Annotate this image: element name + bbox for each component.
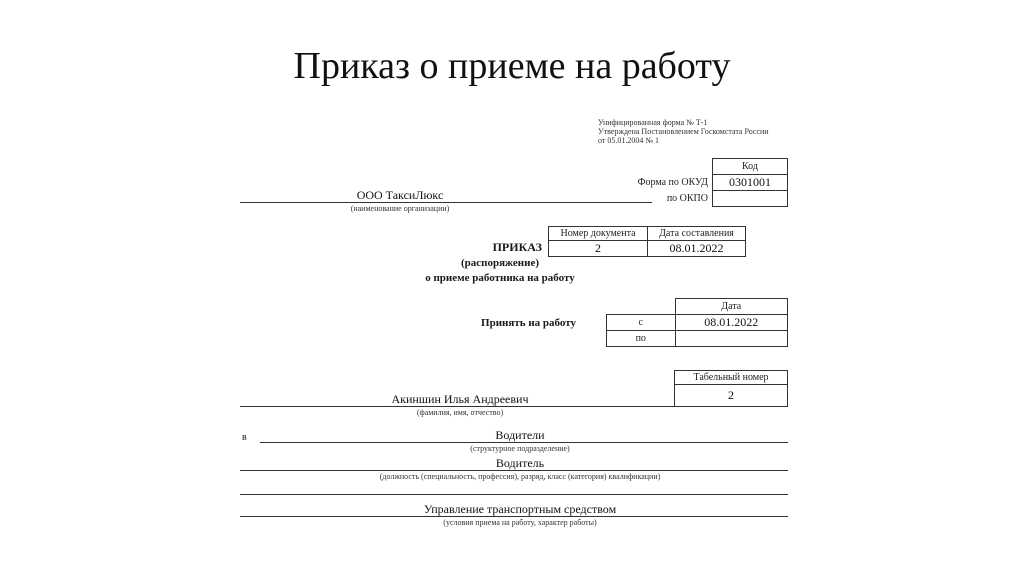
department-caption: (структурное подразделение) (470, 444, 570, 453)
form-header (598, 118, 798, 145)
conditions-caption: (условия приема на работу, характер работы) (443, 518, 597, 527)
organization-line (240, 202, 652, 203)
tab-number: 2 (675, 385, 788, 407)
doc-date-header: Дата составления (648, 227, 746, 241)
doc-number-header: Номер документа (549, 227, 648, 241)
slide-title: Приказ о приеме на работу (293, 45, 731, 87)
conditions-line (240, 516, 788, 517)
accept-label: Принять на работу (481, 317, 576, 329)
okpo-label: по ОКПО (666, 193, 708, 204)
form-header-line: Утверждена Постановлением Госкомстата России (598, 127, 769, 136)
position: Водитель (495, 456, 545, 470)
from-label: с (607, 315, 676, 331)
department-line (260, 442, 788, 443)
organization-caption: (наименование организации) (350, 204, 450, 213)
order-purpose: о приеме работника на работу (425, 272, 575, 284)
blank-line (240, 494, 788, 495)
order-subtitle: (распоряжение) (460, 257, 539, 269)
department: Водители (495, 428, 545, 442)
order-number: 2 (549, 241, 648, 257)
in-label: в (242, 432, 247, 443)
form-header-line: от 05.01.2004 № 1 (598, 136, 660, 145)
code-header: Код (713, 159, 788, 175)
code-table (712, 158, 788, 207)
okpo-code (713, 191, 788, 207)
order-number-table (548, 226, 746, 257)
form-header-line: Унифицированная форма № Т-1 (598, 118, 708, 127)
okud-code: 0301001 (713, 175, 788, 191)
okud-label: Форма по ОКУД (637, 177, 708, 188)
position-line (240, 470, 788, 471)
tab-number-table (674, 370, 788, 407)
employee-line (240, 406, 674, 407)
date-header: Дата (675, 299, 788, 315)
tab-number-header: Табельный номер (675, 371, 788, 385)
organization-name: ООО ТаксиЛюкс (356, 188, 444, 202)
order-title: ПРИКАЗ (492, 240, 542, 254)
hire-date-table (606, 298, 788, 347)
to-label: по (607, 331, 676, 347)
position-caption: (должность (специальность, профессия), разряд, класс (категория) квалификации) (379, 472, 661, 481)
date-table-corner (607, 299, 676, 315)
order-form-t1 (240, 110, 800, 540)
conditions: Управление транспортным средством (423, 502, 617, 516)
to-date (675, 331, 788, 347)
from-date: 08.01.2022 (675, 315, 788, 331)
employee-caption: (фамилия, имя, отчество) (416, 408, 504, 417)
order-date: 08.01.2022 (648, 241, 746, 257)
employee-name: Акиншин Илья Андреевич (391, 392, 529, 406)
